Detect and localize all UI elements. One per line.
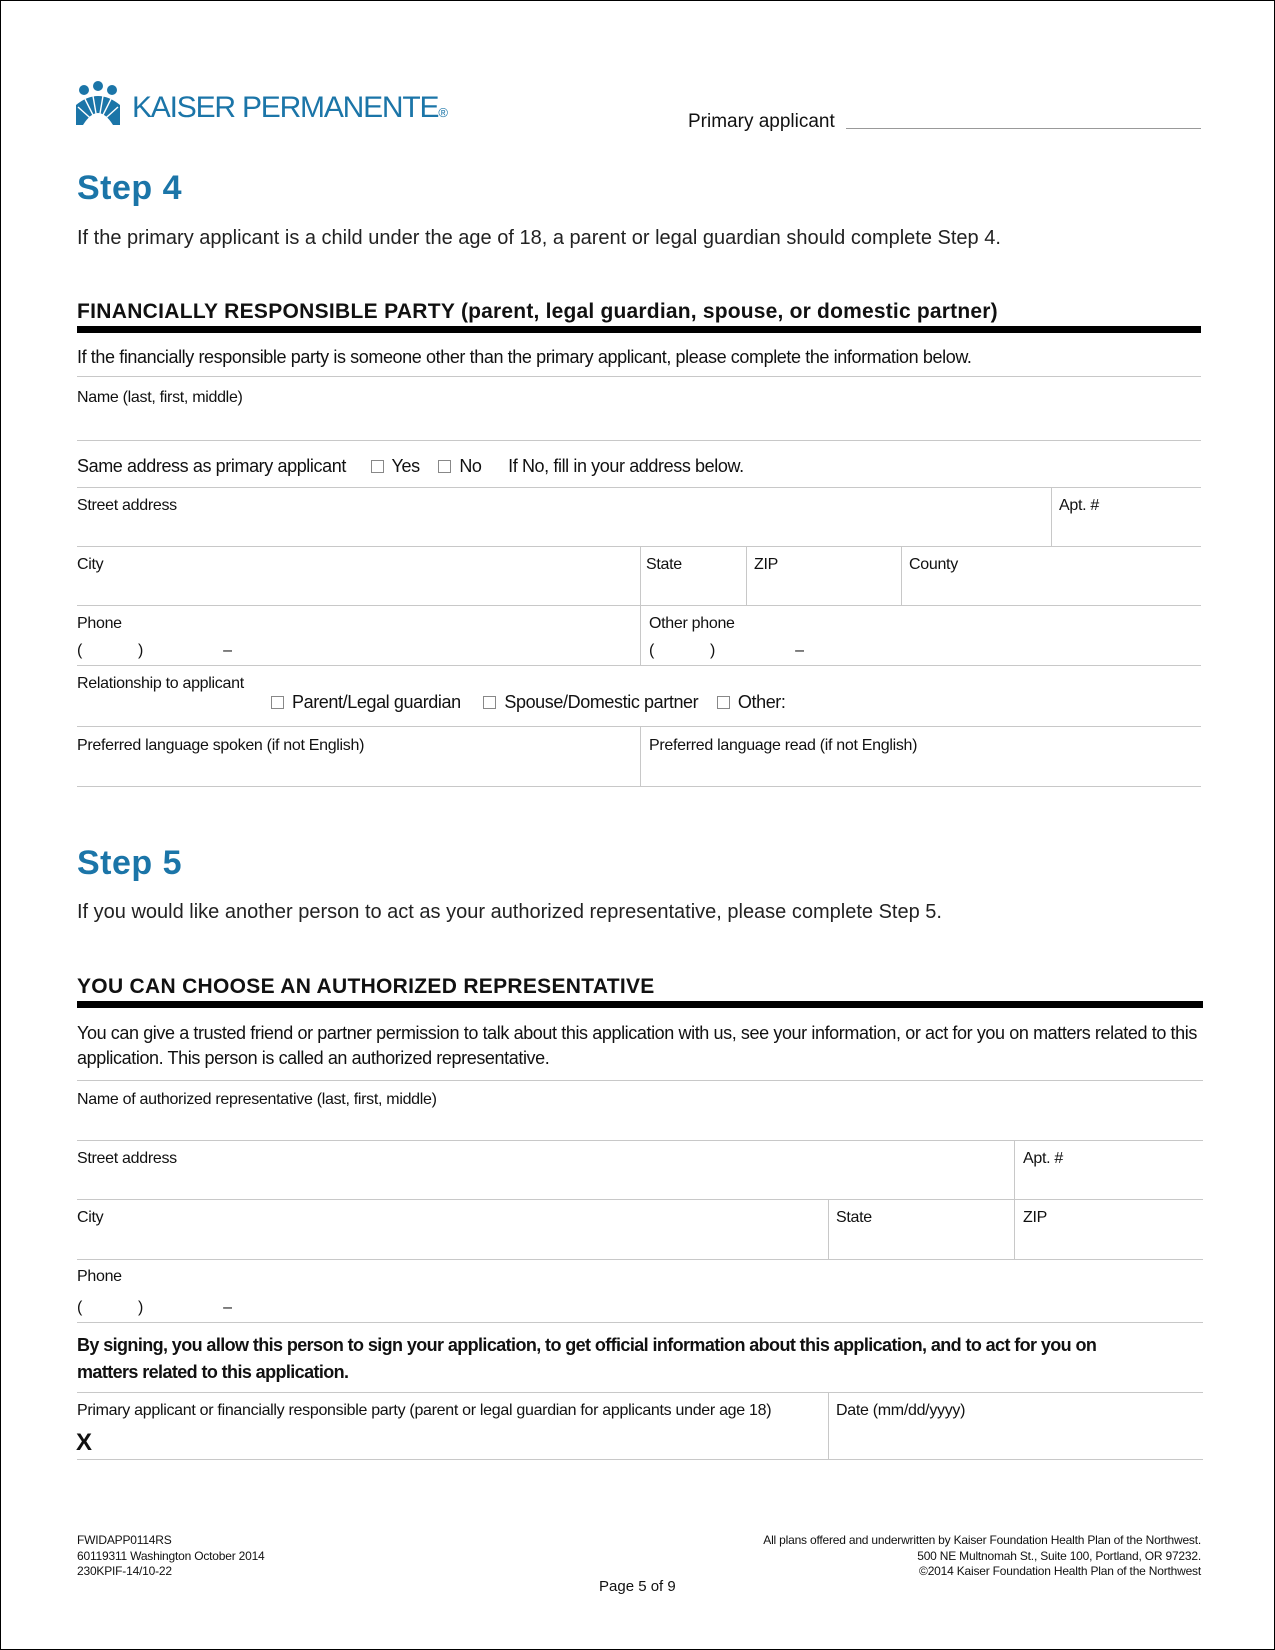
date-label: Date (mm/dd/yyyy) <box>836 1402 966 1419</box>
step5-para-1: You can give a trusted friend or partner permission to talk about this application with us, see your information, or act for you on matters related to this <box>77 1023 1197 1043</box>
step4-section-title: FINANCIALLY RESPONSIBLE PARTY (parent, legal guardian, spouse, or domestic partner) <box>77 300 998 323</box>
rep-apt-label: Apt. # <box>1023 1150 1064 1167</box>
rep-city-field[interactable] <box>77 1259 1203 1260</box>
phone-label: Phone <box>77 615 122 632</box>
street-label: Street address <box>77 497 177 514</box>
consent-line-2: matters related to this application. <box>77 1362 349 1382</box>
zip-label: ZIP <box>754 556 778 573</box>
checkbox-icon[interactable] <box>717 696 730 709</box>
step5-title: Step 5 <box>77 844 183 882</box>
rep-name-label: Name of authorized representative (last, first, middle) <box>77 1091 437 1108</box>
step4-intro: If the primary applicant is a child under the age of 18, a parent or legal guardian should complete Step 4. <box>77 227 1001 249</box>
primary-applicant-field[interactable] <box>846 128 1201 129</box>
logo-people-icon <box>75 81 121 125</box>
rep-street-field[interactable] <box>77 1199 1203 1200</box>
footer-legal: All plans offered and underwritten by Kaiser Foundation Health Plan of the Northwest. 500 NE Multnomah St., Suite 100, Portland, OR 97232. ©2014 Kaiser Foundation Health Plan of the Northwest <box>763 1533 1201 1578</box>
rep-city-label: City <box>77 1209 104 1226</box>
rep-street-label: Street address <box>77 1150 177 1167</box>
lang-spoken-label: Preferred language spoken (if not English) <box>77 737 365 754</box>
relationship-options <box>271 692 786 713</box>
phone-field[interactable]: ( ) – <box>77 642 232 659</box>
step5-intro: If you would like another person to act as your authorized representative, please complete Step 5. <box>77 901 942 923</box>
signature-label: Primary applicant or financially responsible party (parent or legal guardian for applicants under age 18) <box>77 1402 772 1419</box>
checkbox-icon[interactable] <box>271 696 284 709</box>
rel-option-spouse[interactable]: Spouse/Domestic partner <box>483 692 698 712</box>
logo-text: KAISER PERMANENTE® <box>132 91 447 124</box>
primary-applicant-label: Primary applicant <box>688 111 835 132</box>
county-label: County <box>909 556 958 573</box>
checkbox-icon[interactable] <box>371 460 384 473</box>
relationship-label: Relationship to applicant <box>77 675 244 692</box>
footer-codes: FWIDAPP0114RS 60119311 Washington October 2014 230KPIF-14/10-22 <box>77 1533 265 1578</box>
city-label: City <box>77 556 104 573</box>
name-field[interactable] <box>77 440 1201 441</box>
page-number: Page 5 of 9 <box>599 1578 676 1595</box>
rep-phone-label: Phone <box>77 1268 122 1285</box>
lang-read-label: Preferred language read (if not English) <box>649 737 918 754</box>
yes-checkbox[interactable]: Yes <box>371 456 420 476</box>
name-label: Name (last, first, middle) <box>77 389 243 406</box>
language-fields[interactable] <box>77 786 1201 787</box>
rel-option-other[interactable]: Other: <box>717 692 786 712</box>
checkbox-icon[interactable] <box>438 460 451 473</box>
rel-option-parent[interactable]: Parent/Legal guardian <box>271 692 461 712</box>
rep-zip-label: ZIP <box>1023 1209 1047 1226</box>
other-phone-field[interactable]: ( ) – <box>649 642 804 659</box>
other-phone-label: Other phone <box>649 615 735 632</box>
step5-para-2: application. This person is called an authorized representative. <box>77 1048 550 1068</box>
consent-line-1: By signing, you allow this person to sign your application, to get official information about this application, and to act for you on <box>77 1335 1097 1355</box>
apt-label: Apt. # <box>1059 497 1100 514</box>
section-divider <box>77 1001 1203 1008</box>
rep-state-label: State <box>836 1209 872 1226</box>
no-checkbox[interactable]: No <box>438 456 481 476</box>
city-field[interactable] <box>77 605 1201 606</box>
signature-field[interactable]: X <box>76 1429 93 1456</box>
street-field[interactable] <box>77 546 1201 547</box>
rep-name-field[interactable] <box>77 1140 1203 1141</box>
state-label: State <box>646 556 682 573</box>
same-address-row: Same address as primary applicant Yes No If No, fill in your address below. <box>77 456 744 476</box>
step4-instructions: If the financially responsible party is someone other than the primary applicant, please complete the information below. <box>77 347 972 367</box>
rep-phone-field[interactable]: ( ) – <box>77 1299 232 1316</box>
step5-section-title: YOU CAN CHOOSE AN AUTHORIZED REPRESENTATIVE <box>77 975 655 998</box>
checkbox-icon[interactable] <box>483 696 496 709</box>
date-field[interactable] <box>77 1459 1203 1460</box>
section-divider <box>77 326 1201 333</box>
kaiser-logo <box>75 81 121 130</box>
step4-title: Step 4 <box>77 169 183 207</box>
